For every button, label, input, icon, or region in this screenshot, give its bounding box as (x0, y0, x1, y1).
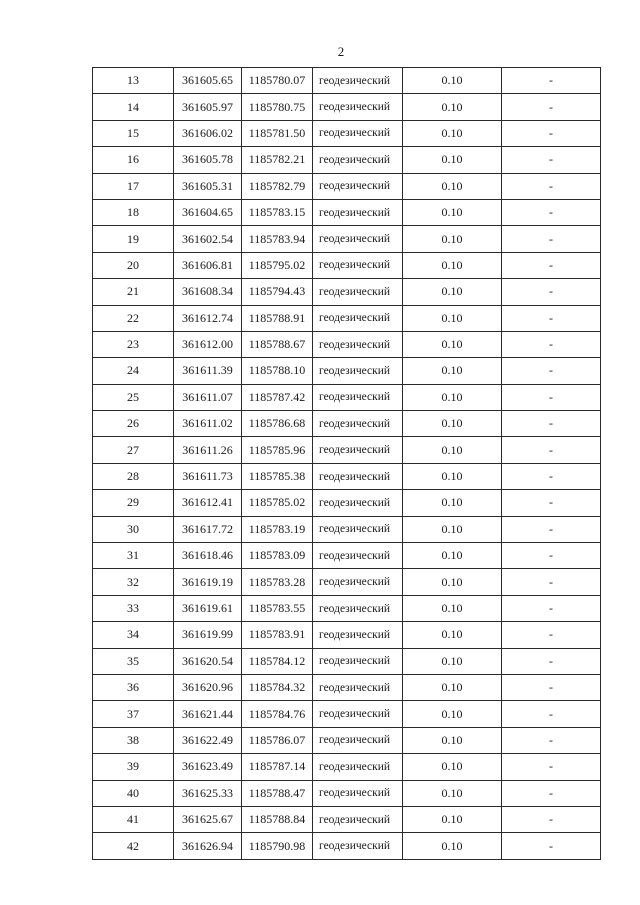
method-cell: геодезический (313, 199, 403, 225)
method-cell: геодезический (313, 252, 403, 278)
table-row (93, 199, 601, 225)
coordinate-y-cell: 1185784.12 (242, 648, 313, 674)
table-row (93, 147, 601, 173)
note-cell: - (502, 226, 601, 252)
note-cell: - (502, 648, 601, 674)
point-number-cell: 38 (93, 727, 174, 753)
coordinate-x-cell: 361626.94 (174, 833, 242, 859)
point-number-cell: 25 (93, 384, 174, 410)
note-cell: - (502, 305, 601, 331)
point-number-cell: 35 (93, 648, 174, 674)
point-number-cell: 42 (93, 833, 174, 859)
coordinate-y-cell: 1185783.15 (242, 199, 313, 225)
note-cell: - (502, 727, 601, 753)
coordinate-x-cell: 361611.26 (174, 437, 242, 463)
table-row (93, 68, 601, 94)
note-cell: - (502, 411, 601, 437)
method-cell: геодезический (313, 463, 403, 489)
method-cell: геодезический (313, 833, 403, 859)
table-row (93, 674, 601, 700)
precision-cell: 0.10 (403, 833, 502, 859)
coordinate-x-cell: 361618.46 (174, 543, 242, 569)
method-cell: геодезический (313, 305, 403, 331)
table-row (93, 516, 601, 542)
precision-cell: 0.10 (403, 490, 502, 516)
table-row (93, 463, 601, 489)
note-cell: - (502, 437, 601, 463)
coordinate-y-cell: 1185781.50 (242, 120, 313, 146)
coordinate-x-cell: 361620.54 (174, 648, 242, 674)
method-cell: геодезический (313, 674, 403, 700)
point-number-cell: 22 (93, 305, 174, 331)
coordinate-y-cell: 1185784.32 (242, 674, 313, 700)
coordinate-y-cell: 1185788.47 (242, 780, 313, 806)
table-row (93, 754, 601, 780)
point-number-cell: 13 (93, 68, 174, 94)
note-cell: - (502, 68, 601, 94)
coordinate-x-cell: 361623.49 (174, 754, 242, 780)
table-row (93, 833, 601, 859)
point-number-cell: 36 (93, 674, 174, 700)
point-number-cell: 30 (93, 516, 174, 542)
page-number: 2 (337, 44, 345, 59)
coordinate-x-cell: 361612.00 (174, 331, 242, 357)
method-cell: геодезический (313, 437, 403, 463)
note-cell: - (502, 569, 601, 595)
coordinate-x-cell: 361605.65 (174, 68, 242, 94)
coordinate-x-cell: 361620.96 (174, 674, 242, 700)
note-cell: - (502, 490, 601, 516)
method-cell: геодезический (313, 68, 403, 94)
table-row (93, 411, 601, 437)
coordinate-x-cell: 361606.02 (174, 120, 242, 146)
precision-cell: 0.10 (403, 516, 502, 542)
note-cell: - (502, 595, 601, 621)
coordinates-table-body (93, 68, 601, 860)
coordinate-x-cell: 361604.65 (174, 199, 242, 225)
point-number-cell: 40 (93, 780, 174, 806)
table-row (93, 622, 601, 648)
precision-cell: 0.10 (403, 463, 502, 489)
coordinate-y-cell: 1185788.10 (242, 358, 313, 384)
coordinate-x-cell: 361611.39 (174, 358, 242, 384)
precision-cell: 0.10 (403, 147, 502, 173)
coordinate-y-cell: 1185783.28 (242, 569, 313, 595)
note-cell: - (502, 622, 601, 648)
coordinate-y-cell: 1185782.79 (242, 173, 313, 199)
coordinate-y-cell: 1185794.43 (242, 279, 313, 305)
coordinate-y-cell: 1185786.68 (242, 411, 313, 437)
coordinate-y-cell: 1185784.76 (242, 701, 313, 727)
coordinate-x-cell: 361608.34 (174, 279, 242, 305)
precision-cell: 0.10 (403, 252, 502, 278)
note-cell: - (502, 331, 601, 357)
table-row (93, 701, 601, 727)
precision-cell: 0.10 (403, 68, 502, 94)
note-cell: - (502, 701, 601, 727)
table-row (93, 305, 601, 331)
precision-cell: 0.10 (403, 173, 502, 199)
point-number-cell: 33 (93, 595, 174, 621)
note-cell: - (502, 674, 601, 700)
point-number-cell: 24 (93, 358, 174, 384)
coordinate-y-cell: 1185783.94 (242, 226, 313, 252)
coordinate-x-cell: 361622.49 (174, 727, 242, 753)
coordinate-x-cell: 361611.73 (174, 463, 242, 489)
precision-cell: 0.10 (403, 358, 502, 384)
coordinate-x-cell: 361625.67 (174, 806, 242, 832)
point-number-cell: 29 (93, 490, 174, 516)
coordinate-x-cell: 361612.41 (174, 490, 242, 516)
point-number-cell: 32 (93, 569, 174, 595)
method-cell: геодезический (313, 727, 403, 753)
note-cell: - (502, 543, 601, 569)
method-cell: геодезический (313, 516, 403, 542)
coordinate-x-cell: 361612.74 (174, 305, 242, 331)
table-row (93, 252, 601, 278)
precision-cell: 0.10 (403, 727, 502, 753)
point-number-cell: 26 (93, 411, 174, 437)
table-row (93, 358, 601, 384)
coordinate-x-cell: 361619.61 (174, 595, 242, 621)
point-number-cell: 41 (93, 806, 174, 832)
note-cell: - (502, 516, 601, 542)
note-cell: - (502, 780, 601, 806)
precision-cell: 0.10 (403, 622, 502, 648)
note-cell: - (502, 754, 601, 780)
method-cell: геодезический (313, 595, 403, 621)
method-cell: геодезический (313, 94, 403, 120)
table-row (93, 94, 601, 120)
method-cell: геодезический (313, 648, 403, 674)
note-cell: - (502, 833, 601, 859)
precision-cell: 0.10 (403, 94, 502, 120)
precision-cell: 0.10 (403, 411, 502, 437)
precision-cell: 0.10 (403, 754, 502, 780)
method-cell: геодезический (313, 279, 403, 305)
table-row (93, 120, 601, 146)
coordinate-y-cell: 1185785.96 (242, 437, 313, 463)
coordinate-x-cell: 361619.99 (174, 622, 242, 648)
point-number-cell: 19 (93, 226, 174, 252)
note-cell: - (502, 806, 601, 832)
precision-cell: 0.10 (403, 806, 502, 832)
coordinate-y-cell: 1185795.02 (242, 252, 313, 278)
method-cell: геодезический (313, 226, 403, 252)
coordinate-x-cell: 361621.44 (174, 701, 242, 727)
table-row (93, 279, 601, 305)
table-row (93, 543, 601, 569)
point-number-cell: 18 (93, 199, 174, 225)
point-number-cell: 28 (93, 463, 174, 489)
table-row (93, 727, 601, 753)
coordinate-y-cell: 1185785.02 (242, 490, 313, 516)
coordinate-y-cell: 1185786.07 (242, 727, 313, 753)
note-cell: - (502, 279, 601, 305)
table-row (93, 490, 601, 516)
coordinate-x-cell: 361605.78 (174, 147, 242, 173)
coordinate-x-cell: 361617.72 (174, 516, 242, 542)
coordinate-y-cell: 1185790.98 (242, 833, 313, 859)
point-number-cell: 21 (93, 279, 174, 305)
precision-cell: 0.10 (403, 674, 502, 700)
point-number-cell: 17 (93, 173, 174, 199)
precision-cell: 0.10 (403, 331, 502, 357)
point-number-cell: 15 (93, 120, 174, 146)
note-cell: - (502, 199, 601, 225)
coordinate-x-cell: 361605.97 (174, 94, 242, 120)
coordinate-x-cell: 361625.33 (174, 780, 242, 806)
precision-cell: 0.10 (403, 437, 502, 463)
method-cell: геодезический (313, 358, 403, 384)
coordinate-y-cell: 1185788.91 (242, 305, 313, 331)
precision-cell: 0.10 (403, 305, 502, 331)
coordinate-y-cell: 1185783.09 (242, 543, 313, 569)
note-cell: - (502, 384, 601, 410)
table-row (93, 173, 601, 199)
point-number-cell: 31 (93, 543, 174, 569)
precision-cell: 0.10 (403, 543, 502, 569)
coordinates-table (92, 67, 601, 860)
point-number-cell: 20 (93, 252, 174, 278)
table-row (93, 780, 601, 806)
coordinate-y-cell: 1185785.38 (242, 463, 313, 489)
method-cell: геодезический (313, 147, 403, 173)
method-cell: геодезический (313, 754, 403, 780)
method-cell: геодезический (313, 543, 403, 569)
coordinate-x-cell: 361605.31 (174, 173, 242, 199)
method-cell: геодезический (313, 384, 403, 410)
point-number-cell: 34 (93, 622, 174, 648)
method-cell: геодезический (313, 780, 403, 806)
coordinate-y-cell: 1185783.91 (242, 622, 313, 648)
coordinate-y-cell: 1185788.67 (242, 331, 313, 357)
precision-cell: 0.10 (403, 199, 502, 225)
coordinate-x-cell: 361611.07 (174, 384, 242, 410)
method-cell: геодезический (313, 490, 403, 516)
note-cell: - (502, 252, 601, 278)
table-row (93, 437, 601, 463)
table-row (93, 569, 601, 595)
note-cell: - (502, 94, 601, 120)
precision-cell: 0.10 (403, 595, 502, 621)
coordinate-x-cell: 361619.19 (174, 569, 242, 595)
note-cell: - (502, 147, 601, 173)
coordinate-x-cell: 361611.02 (174, 411, 242, 437)
precision-cell: 0.10 (403, 780, 502, 806)
coordinate-x-cell: 361606.81 (174, 252, 242, 278)
method-cell: геодезический (313, 120, 403, 146)
point-number-cell: 39 (93, 754, 174, 780)
coordinate-y-cell: 1185780.75 (242, 94, 313, 120)
point-number-cell: 23 (93, 331, 174, 357)
point-number-cell: 37 (93, 701, 174, 727)
point-number-cell: 14 (93, 94, 174, 120)
precision-cell: 0.10 (403, 279, 502, 305)
note-cell: - (502, 463, 601, 489)
method-cell: геодезический (313, 622, 403, 648)
precision-cell: 0.10 (403, 701, 502, 727)
coordinate-y-cell: 1185783.55 (242, 595, 313, 621)
table-row (93, 331, 601, 357)
precision-cell: 0.10 (403, 384, 502, 410)
method-cell: геодезический (313, 411, 403, 437)
coordinate-y-cell: 1185782.21 (242, 147, 313, 173)
note-cell: - (502, 120, 601, 146)
table-row (93, 226, 601, 252)
coordinate-x-cell: 361602.54 (174, 226, 242, 252)
point-number-cell: 16 (93, 147, 174, 173)
precision-cell: 0.10 (403, 226, 502, 252)
coordinate-y-cell: 1185788.84 (242, 806, 313, 832)
method-cell: геодезический (313, 701, 403, 727)
precision-cell: 0.10 (403, 648, 502, 674)
table-row (93, 806, 601, 832)
note-cell: - (502, 173, 601, 199)
table-row (93, 384, 601, 410)
table-row (93, 595, 601, 621)
method-cell: геодезический (313, 806, 403, 832)
precision-cell: 0.10 (403, 569, 502, 595)
coordinate-y-cell: 1185780.07 (242, 68, 313, 94)
precision-cell: 0.10 (403, 120, 502, 146)
coordinate-y-cell: 1185787.42 (242, 384, 313, 410)
method-cell: геодезический (313, 331, 403, 357)
method-cell: геодезический (313, 173, 403, 199)
point-number-cell: 27 (93, 437, 174, 463)
note-cell: - (502, 358, 601, 384)
coordinate-y-cell: 1185783.19 (242, 516, 313, 542)
method-cell: геодезический (313, 569, 403, 595)
table-row (93, 648, 601, 674)
coordinate-y-cell: 1185787.14 (242, 754, 313, 780)
